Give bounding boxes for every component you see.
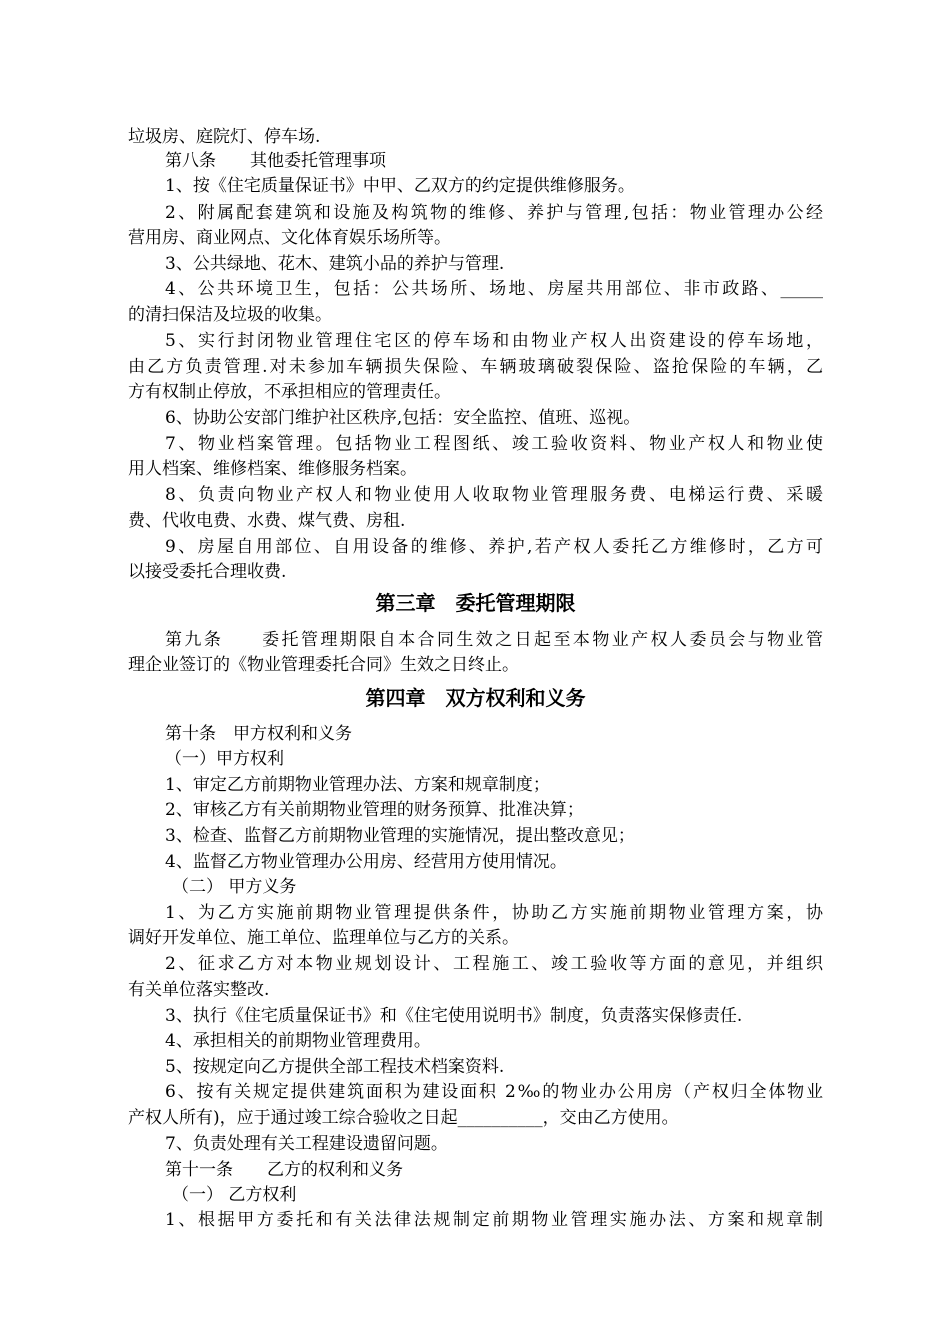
text-line: 用人档案、维修档案、维修服务档案。	[128, 459, 417, 479]
text-line: 的清扫保洁及垃圾的收集。	[128, 305, 332, 325]
text-line: 1、审定乙方前期物业管理办法、方案和规章制度；	[165, 775, 550, 795]
text-line: 第九条 委托管理期限自本合同生效之日起至本物业产权人委员会与物业管	[165, 630, 823, 650]
text-line: 1、按《住宅质量保证书》中甲、乙双方的约定提供维修服务。	[165, 176, 635, 196]
text-line: 7、负责处理有关工程建设遗留问题。	[165, 1134, 448, 1154]
text-line: 有关单位落实整改.	[128, 980, 270, 1000]
text-line: 3、执行《住宅质量保证书》和《住宅使用说明书》制度，负责落实保修责任.	[165, 1006, 743, 1026]
text-line: 以接受委托合理收费.	[128, 562, 287, 582]
text-line: 由乙方负责管理.对未参加车辆损失保险、车辆玻璃破裂保险、盗抢保险的车辆，乙	[128, 357, 823, 377]
article-heading: 第十条 甲方权利和义务	[165, 724, 352, 744]
text-line: 3、公共绿地、花木、建筑小品的养护与管理.	[165, 254, 505, 274]
text-line: 2、征求乙方对本物业规划设计、工程施工、竣工验收等方面的意见，并组织	[165, 954, 823, 974]
text-line: 5、实行封闭物业管理住宅区的停车场和由物业产权人出资建设的停车场地，	[165, 331, 823, 351]
text-line: 理企业签订的《物业管理委托合同》生效之日终止。	[128, 655, 519, 675]
chapter-heading: 第三章 委托管理期限	[375, 591, 576, 615]
text-line: 方有权制止停放，不承担相应的管理责任。	[128, 382, 451, 402]
section-heading: （一） 乙方权利	[172, 1185, 297, 1205]
text-line: 产权人所有)，应于通过竣工综合验收之日起__________，交由乙方使用。	[128, 1108, 679, 1128]
text-line: 8、负责向物业产权人和物业使用人收取物业管理服务费、电梯运行费、采暖	[165, 485, 823, 505]
section-heading: （一）甲方权利	[165, 749, 284, 769]
text-line: 垃圾房、庭院灯、停车场.	[128, 127, 321, 147]
text-line: 5、按规定向乙方提供全部工程技术档案资料.	[165, 1057, 505, 1077]
text-line: 费、代收电费、水费、煤气费、房租.	[128, 511, 406, 531]
text-line: 7、物业档案管理。包括物业工程图纸、竣工验收资料、物业产权人和物业使	[165, 434, 823, 454]
article-heading: 第八条 其他委托管理事项	[165, 151, 386, 171]
text-line: 调好开发单位、施工单位、监理单位与乙方的关系。	[128, 928, 519, 948]
text-line: 9、房屋自用部位、自用设备的维修、养护,若产权人委托乙方维修时，乙方可	[165, 537, 823, 557]
text-line: 4、公共环境卫生，包括：公共场所、场地、房屋共用部位、非市政路、_____	[165, 279, 823, 299]
text-line: 6、按有关规定提供建筑面积为建设面积 2‰的物业办公用房（产权归全体物业	[165, 1082, 823, 1102]
text-line: 营用房、商业网点、文化体育娱乐场所等。	[128, 228, 451, 248]
chapter-heading: 第四章 双方权利和义务	[365, 686, 586, 710]
section-heading: （二） 甲方义务	[172, 877, 297, 897]
article-heading: 第十一条 乙方的权利和义务	[165, 1160, 403, 1180]
text-line: 1、为乙方实施前期物业管理提供条件，协助乙方实施前期物业管理方案，协	[165, 903, 823, 923]
text-line: 2、附属配套建筑和设施及构筑物的维修、养护与管理,包括：物业管理办公经	[165, 203, 823, 223]
text-line: 3、检查、监督乙方前期物业管理的实施情况，提出整改意见；	[165, 826, 635, 846]
text-line: 2、审核乙方有关前期物业管理的财务预算、批准决算；	[165, 800, 584, 820]
text-line: 6、协助公安部门维护社区秩序,包括：安全监控、值班、巡视。	[165, 408, 641, 428]
text-line: 4、承担相关的前期物业管理费用。	[165, 1031, 431, 1051]
text-line: 1、根据甲方委托和有关法律法规制定前期物业管理实施办法、方案和规章制	[165, 1210, 823, 1230]
text-line: 4、监督乙方物业管理办公用房、经营用方使用情况。	[165, 852, 567, 872]
